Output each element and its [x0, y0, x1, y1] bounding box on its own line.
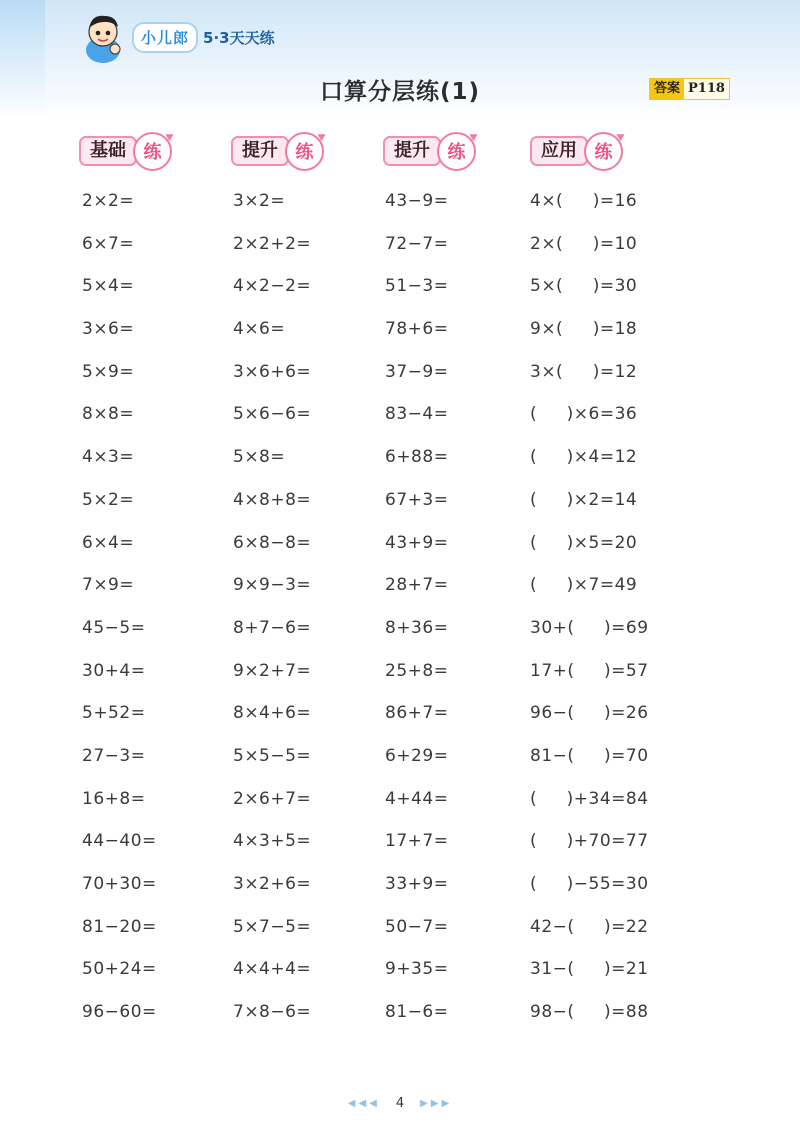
problem-item: 25+8=	[385, 660, 449, 681]
problem-item: 6×7=	[82, 233, 135, 254]
problem-item: 33+9=	[385, 874, 449, 894]
problem-item: 6+29=	[385, 745, 449, 766]
problem-item: 4×3+5=	[233, 831, 312, 852]
problem-item: 8+36=	[385, 617, 449, 638]
problem-item: 8×4+6=	[233, 703, 312, 724]
page-number: 4	[395, 1095, 405, 1111]
heading-label: 提升	[383, 136, 441, 166]
problem-item: 43−9=	[385, 191, 449, 211]
problem-item: 17+7=	[385, 831, 449, 852]
problem-item: 70+30=	[82, 874, 157, 894]
problem-column-application	[530, 180, 649, 1034]
problem-item: 30+4=	[82, 660, 146, 681]
column-heading-advanced-2	[383, 131, 476, 171]
practice-badge-icon: 练	[133, 132, 172, 171]
brand-logo: 小儿郎	[132, 22, 198, 53]
problem-item: 42−( )=22	[530, 916, 649, 937]
problem-item: 2×6+7=	[233, 788, 312, 809]
problem-item: 4×3=	[82, 447, 135, 468]
problem-item: 81−( )=70	[530, 745, 649, 766]
problem-item: 3×2=	[233, 191, 286, 211]
problem-item: ( )+34=84	[530, 788, 649, 809]
page-footer	[0, 1092, 800, 1114]
problem-item: 6×8−8=	[233, 532, 312, 553]
problem-item: 3×2+6=	[233, 874, 312, 894]
problem-item: 2×2+2=	[233, 233, 312, 254]
answer-reference	[649, 78, 730, 100]
problem-item: ( )+70=77	[530, 831, 649, 852]
problem-item: 5×9=	[82, 361, 135, 382]
problem-item: 4×( )=16	[530, 191, 638, 211]
practice-badge-icon: 练	[285, 132, 324, 171]
problem-item: 28+7=	[385, 575, 449, 596]
problem-item: 17+( )=57	[530, 660, 649, 681]
problem-item: ( )×7=49	[530, 575, 638, 596]
problem-column-basic	[82, 180, 157, 1034]
problem-item: 43+9=	[385, 532, 449, 553]
series-name: 5·3天天练	[203, 28, 275, 47]
problem-item: 9×2+7=	[233, 660, 312, 681]
problem-item: 37−9=	[385, 361, 449, 382]
answer-label: 答案	[650, 79, 684, 99]
heading-label: 基础	[79, 136, 137, 166]
practice-badge-icon: 练	[584, 132, 623, 171]
problem-item: ( )×6=36	[530, 404, 638, 425]
problem-item: 9×( )=18	[530, 319, 638, 340]
problem-column-advanced-2	[385, 180, 448, 1034]
problem-item: 81−20=	[82, 916, 157, 937]
problem-item: 5×7−5=	[233, 916, 312, 937]
problem-item: 5×4=	[82, 276, 135, 297]
problem-item: 50−7=	[385, 916, 449, 937]
problem-item: 5×5−5=	[233, 745, 312, 766]
problem-item: 6×4=	[82, 532, 135, 553]
problem-item: 4×6=	[233, 319, 286, 340]
problem-item: 7×9=	[82, 575, 135, 596]
problem-item: 86+7=	[385, 703, 449, 724]
problem-item: 30+( )=69	[530, 617, 649, 638]
problem-item: 5+52=	[82, 703, 146, 724]
problem-item: 44−40=	[82, 831, 157, 852]
problem-item: 3×6=	[82, 319, 135, 340]
problem-item: ( )×2=14	[530, 489, 638, 510]
answer-page: P118	[684, 79, 729, 99]
problem-item: 8×8=	[82, 404, 135, 425]
problem-item: 51−3=	[385, 276, 449, 297]
problem-item: 2×2=	[82, 191, 135, 211]
header	[78, 10, 275, 64]
right-arrows-icon: ▶▶▶	[420, 1097, 453, 1109]
problem-item: 83−4=	[385, 404, 449, 425]
practice-badge-icon: 练	[437, 132, 476, 171]
problem-item: 81−6=	[385, 1002, 449, 1023]
problem-item: 3×( )=12	[530, 361, 638, 382]
problem-item: 72−7=	[385, 233, 449, 254]
problem-item: 4+44=	[385, 788, 449, 809]
left-arrows-icon: ◀◀◀	[347, 1097, 380, 1109]
mascot-logo-icon	[78, 10, 128, 64]
column-heading-basic	[79, 131, 172, 171]
problem-item: 4×2−2=	[233, 276, 312, 297]
problem-item: 78+6=	[385, 319, 449, 340]
problem-item: 2×( )=10	[530, 233, 638, 254]
problem-column-advanced-1	[233, 180, 311, 1034]
problem-item: 4×4+4=	[233, 959, 312, 980]
problem-item: ( )−55=30	[530, 874, 649, 894]
heading-label: 应用	[530, 136, 588, 166]
page-title: 口算分层练(1)	[319, 79, 481, 105]
problem-item: 5×( )=30	[530, 276, 638, 297]
column-heading-application	[530, 131, 623, 171]
problem-item: 9+35=	[385, 959, 449, 980]
problem-item: 5×6−6=	[233, 404, 312, 425]
problem-item: 45−5=	[82, 617, 146, 638]
problem-item: ( )×4=12	[530, 447, 638, 468]
problem-item: 7×8−6=	[233, 1002, 312, 1023]
problem-item: 5×2=	[82, 489, 135, 510]
problem-item: 96−( )=26	[530, 703, 649, 724]
heading-label: 提升	[231, 136, 289, 166]
problem-item: 31−( )=21	[530, 959, 649, 980]
problem-item: 6+88=	[385, 447, 449, 468]
problem-item: 5×8=	[233, 447, 286, 468]
problem-item: 96−60=	[82, 1002, 157, 1023]
problem-item: 3×6+6=	[233, 361, 312, 382]
problem-item: 27−3=	[82, 745, 146, 766]
column-heading-advanced-1	[231, 131, 324, 171]
problem-item: 67+3=	[385, 489, 449, 510]
problem-item: 16+8=	[82, 788, 146, 809]
problem-item: 4×8+8=	[233, 489, 312, 510]
problem-item: ( )×5=20	[530, 532, 638, 553]
problem-item: 9×9−3=	[233, 575, 312, 596]
problem-item: 98−( )=88	[530, 1002, 649, 1023]
problem-item: 8+7−6=	[233, 617, 312, 638]
problem-item: 50+24=	[82, 959, 157, 980]
